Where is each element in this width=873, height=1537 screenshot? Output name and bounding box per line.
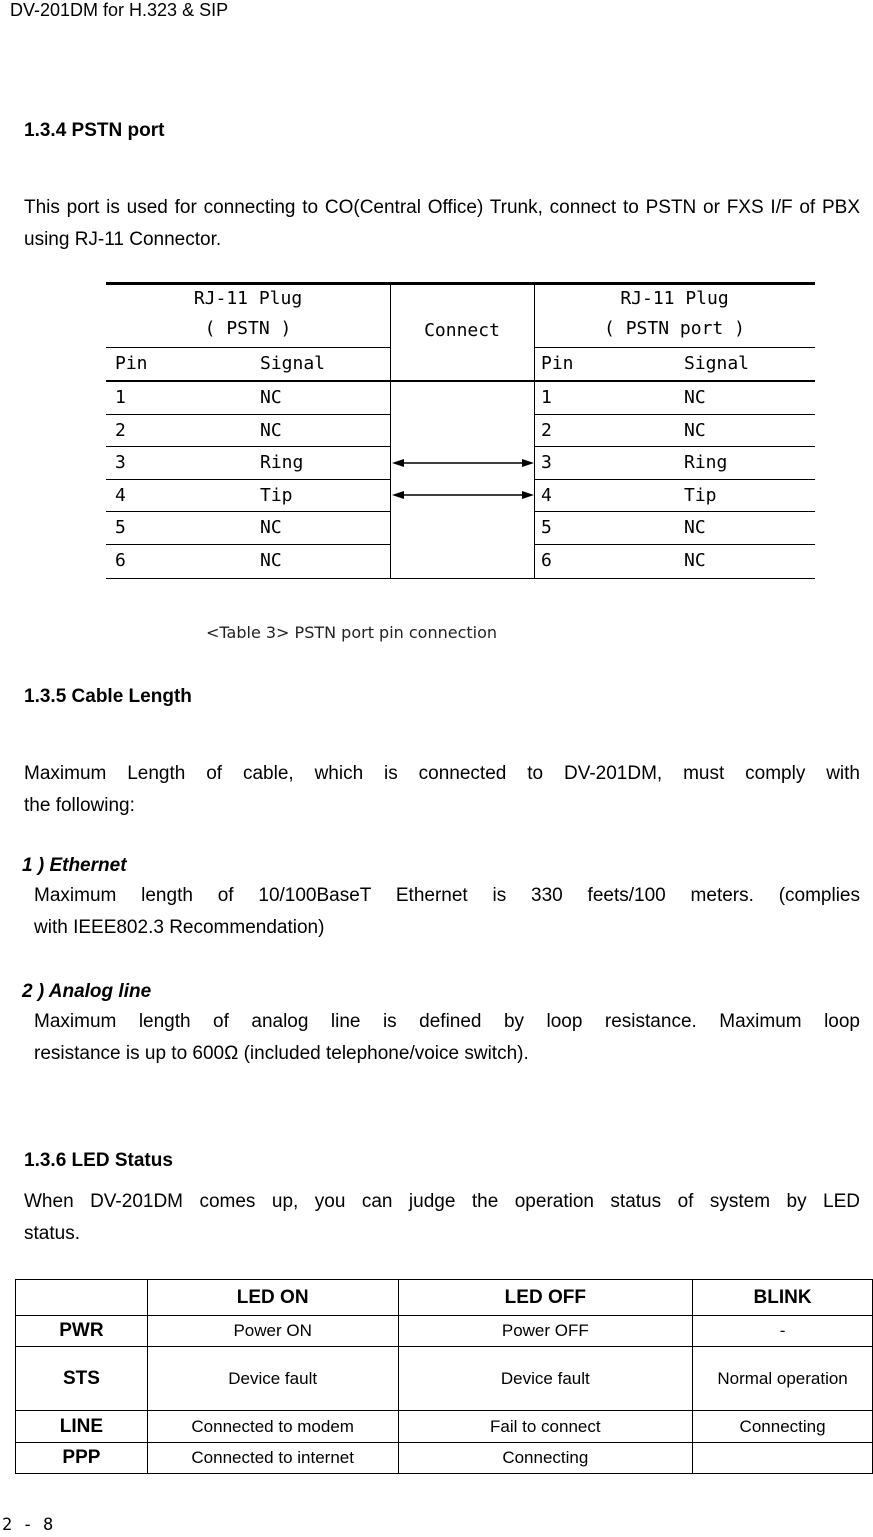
page-number: 2 - 8 [2, 1515, 54, 1535]
header-cell: LED OFF [398, 1280, 693, 1316]
signal-cell: NC [684, 420, 706, 441]
row-divider [106, 544, 390, 545]
ethernet-subheading: 1 ) Ethernet [22, 855, 127, 876]
table-row [16, 1347, 873, 1411]
right-plug-title: RJ-11 Plug [620, 288, 729, 309]
connection-arrows [390, 455, 536, 503]
ethernet-text-line: with IEEE802.3 Recommendation) [34, 917, 325, 938]
pin-cell: 3 [541, 452, 552, 473]
led-on-cell: Device fault [147, 1347, 398, 1411]
left-header-divider [106, 347, 390, 348]
row-divider [534, 414, 815, 415]
analog-text-line: resistance is up to 600Ω (included telephone/voice switch). [34, 1043, 529, 1064]
led-blink-cell [693, 1443, 873, 1474]
signal-cell: NC [260, 550, 282, 571]
signal-cell: NC [260, 387, 282, 408]
led-on-cell: Power ON [147, 1316, 398, 1347]
row-divider [106, 511, 390, 512]
led-blink-cell: Normal operation [693, 1347, 873, 1411]
pin-cell: 5 [541, 517, 552, 538]
signal-cell: Ring [260, 452, 304, 473]
right-pin-col-header: Pin [541, 353, 574, 374]
led-off-cell: Device fault [398, 1347, 693, 1411]
signal-cell: NC [260, 517, 282, 538]
analog-text [34, 1006, 860, 1070]
table-row [16, 1316, 873, 1347]
led-off-cell: Fail to connect [398, 1411, 693, 1443]
table-header-row [16, 1280, 873, 1316]
row-divider [534, 479, 815, 480]
led-name-cell: STS [16, 1347, 148, 1411]
right-signal-col-header: Signal [684, 353, 750, 374]
table-row [16, 1443, 873, 1474]
cable-intro-line: Maximum Length of cable, which is connected to DV-201DM, must comply with [24, 763, 860, 784]
led-description-line: When DV-201DM comes up, you can judge the operation status of system by LED [24, 1191, 860, 1212]
row-divider [534, 544, 815, 545]
led-description [24, 1186, 860, 1250]
analog-subheading: 2 ) Analog line [22, 981, 152, 1002]
led-description-line: status. [24, 1223, 80, 1244]
section-heading-led: 1.3.6 LED Status [24, 1150, 173, 1171]
led-name-cell: PWR [16, 1316, 148, 1347]
led-status-table [15, 1279, 873, 1474]
pstn-description: This port is used for connecting to CO(Central Office) Trunk, connect to PSTN or FXS I/F of PBX using RJ-11 Connector. [24, 197, 860, 250]
led-off-cell: Connecting [398, 1443, 693, 1474]
pin-cell: 1 [115, 387, 126, 408]
cable-intro [24, 758, 860, 822]
pin-cell: 2 [541, 420, 552, 441]
ring-connection-arrow [392, 459, 534, 467]
connect-header: Connect [424, 320, 500, 341]
led-name-cell: LINE [16, 1411, 148, 1443]
row-divider [106, 479, 390, 480]
section-heading-pstn: 1.3.4 PSTN port [24, 120, 165, 141]
pin-cell: 4 [115, 485, 126, 506]
signal-cell: NC [684, 387, 706, 408]
left-plug-title: RJ-11 Plug [193, 288, 303, 309]
table-bottom-border [106, 578, 815, 579]
signal-cell: Tip [260, 485, 293, 506]
pin-cell: 4 [541, 485, 552, 506]
header-cell: BLINK [693, 1280, 873, 1316]
pin-cell: 6 [541, 550, 552, 571]
row-divider [534, 446, 815, 447]
cable-intro-line: the following: [24, 795, 135, 816]
pin-cell: 3 [115, 452, 126, 473]
signal-cell: Tip [684, 485, 717, 506]
signal-cell: Ring [684, 452, 728, 473]
left-plug-subtitle: ( PSTN ) [204, 318, 292, 339]
header-cell: LED ON [147, 1280, 398, 1316]
left-pin-col-header: Pin [115, 353, 148, 374]
right-plug-subtitle: ( PSTN port ) [604, 318, 745, 339]
led-blink-cell: - [693, 1316, 873, 1347]
pin-cell: 2 [115, 420, 126, 441]
signal-cell: NC [684, 517, 706, 538]
led-on-cell: Connected to modem [147, 1411, 398, 1443]
row-divider [106, 446, 390, 447]
led-blink-cell: Connecting [693, 1411, 873, 1443]
table-caption: <Table 3> PSTN port pin connection [206, 623, 498, 642]
pin-cell: 1 [541, 387, 552, 408]
right-header-divider [534, 347, 815, 348]
section-heading-cable: 1.3.5 Cable Length [24, 686, 192, 707]
header-cell [16, 1280, 148, 1316]
pin-cell: 5 [115, 517, 126, 538]
tip-connection-arrow [392, 491, 534, 499]
row-divider [534, 511, 815, 512]
ethernet-text-line: Maximum length of 10/100BaseT Ethernet is 330 feets/100 meters. (complies [34, 885, 860, 906]
led-on-cell: Connected to internet [147, 1443, 398, 1474]
pin-cell: 6 [115, 550, 126, 571]
signal-cell: NC [684, 550, 706, 571]
signal-cell: NC [260, 420, 282, 441]
led-name-cell: PPP [16, 1443, 148, 1474]
left-signal-col-header: Signal [260, 353, 326, 374]
led-off-cell: Power OFF [398, 1316, 693, 1347]
document-header: DV-201DM for H.323 & SIP [10, 0, 229, 20]
table-row [16, 1411, 873, 1443]
row-divider [106, 414, 390, 415]
ethernet-text [34, 880, 860, 944]
header-bottom-border [106, 380, 815, 382]
analog-text-line: Maximum length of analog line is defined by loop resistance. Maximum loop [34, 1011, 860, 1032]
table-top-border [106, 282, 815, 285]
